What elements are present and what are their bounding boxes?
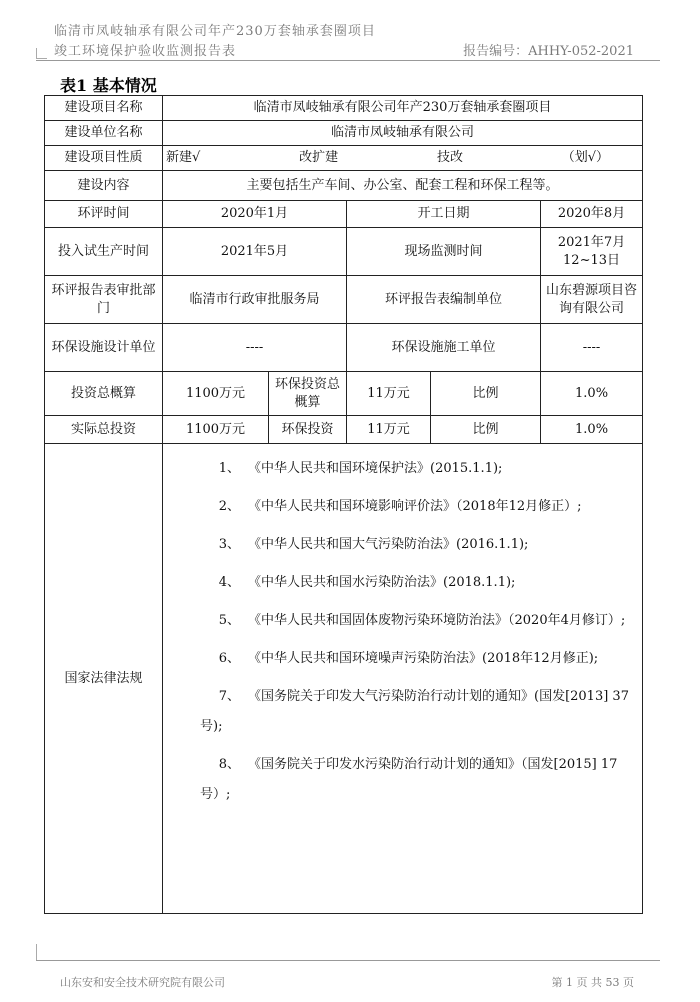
value-budget: 1100万元 [163,372,269,416]
label-env-budget: 环保投资总概算 [269,372,347,416]
value-ratio: 1.0% [541,372,643,416]
value-content: 主要包括生产车间、办公室、配套工程和环保工程等。 [163,171,643,201]
value-actual-investment: 1100万元 [163,416,269,444]
label-monitor-time: 现场监测时间 [347,228,541,276]
footer-page-number: 第 1 页 共 53 页 [551,976,634,989]
label-approval-dept: 环评报告表审批部门 [45,276,163,324]
label-construct-unit: 环保设施施工单位 [347,324,541,372]
value-approval-dept: 临清市行政审批服务局 [163,276,347,324]
value-eia-time: 2020年1月 [163,201,347,228]
header-report-type: 竣工环境保护验收监测报告表 [54,44,237,59]
law-item: 4、 《中华人民共和国水污染防治法》(2018.1.1); [218,575,516,590]
value-project-nature [163,146,643,171]
nature-option-tech: 技改 [436,150,463,165]
header-divider [36,60,660,61]
label-trial-production: 投入试生产时间 [45,228,163,276]
laws-list [170,454,640,810]
label-env-investment: 环保投资 [269,416,347,444]
nature-option-expand: 改扩建 [299,150,339,165]
value-env-investment: 11万元 [347,416,431,444]
value-project-name: 临清市凤岐轴承有限公司年产230万套轴承套圈项目 [163,96,643,121]
nature-option-new: 新建√ [166,150,201,165]
label-project-nature: 建设项目性质 [45,146,163,171]
law-item: 1、 《中华人民共和国环境保护法》(2015.1.1); [218,461,503,476]
label-national-laws: 国家法律法规 [45,444,163,914]
header-report-number: 报告编号：AHHY-052-2021 [463,44,634,59]
value-construct-unit: ---- [541,324,643,372]
footer-organization: 山东安和安全技术研究院有限公司 [60,976,225,989]
law-item: 8、 《国务院关于印发水污染防治行动计划的通知》（国发[2015] 17号）; [200,757,618,802]
footer-corner-mark [36,944,47,960]
value-unit-name: 临清市凤岐轴承有限公司 [163,121,643,146]
value-ratio-2: 1.0% [541,416,643,444]
nature-option-mark: （划√） [561,150,610,165]
label-start-date: 开工日期 [347,201,541,228]
value-monitor-time: 2021年7月12~13日 [541,228,643,276]
label-eia-time: 环评时间 [45,201,163,228]
label-budget: 投资总概算 [45,372,163,416]
value-design-unit: ---- [163,324,347,372]
header-corner-mark [36,48,47,59]
label-project-name: 建设项目名称 [45,96,163,121]
value-trial-production: 2021年5月 [163,228,347,276]
label-actual-investment: 实际总投资 [45,416,163,444]
law-item: 6、 《中华人民共和国环境噪声污染防治法》(2018年12月修正); [218,651,599,666]
table-title: 表1 基本情况 [60,76,157,95]
label-ratio-2: 比例 [431,416,541,444]
law-item: 3、 《中华人民共和国大气污染防治法》(2016.1.1); [218,537,529,552]
law-item: 7、 《国务院关于印发大气污染防治行动计划的通知》(国发[2013] 37号); [200,689,629,734]
value-env-budget: 11万元 [347,372,431,416]
label-design-unit: 环保设施设计单位 [45,324,163,372]
law-item: 5、 《中华人民共和国固体废物污染环境防治法》（2020年4月修订）; [218,613,626,628]
law-item: 2、 《中华人民共和国环境影响评价法》（2018年12月修正）; [218,499,582,514]
value-start-date: 2020年8月 [541,201,643,228]
label-content: 建设内容 [45,171,163,201]
footer-divider [36,960,660,961]
label-unit-name: 建设单位名称 [45,121,163,146]
label-ratio: 比例 [431,372,541,416]
header-project-title: 临清市凤岐轴承有限公司年产230万套轴承套圈项目 [54,24,376,39]
value-compile-unit: 山东碧源项目咨询有限公司 [541,276,643,324]
label-compile-unit: 环评报告表编制单位 [347,276,541,324]
